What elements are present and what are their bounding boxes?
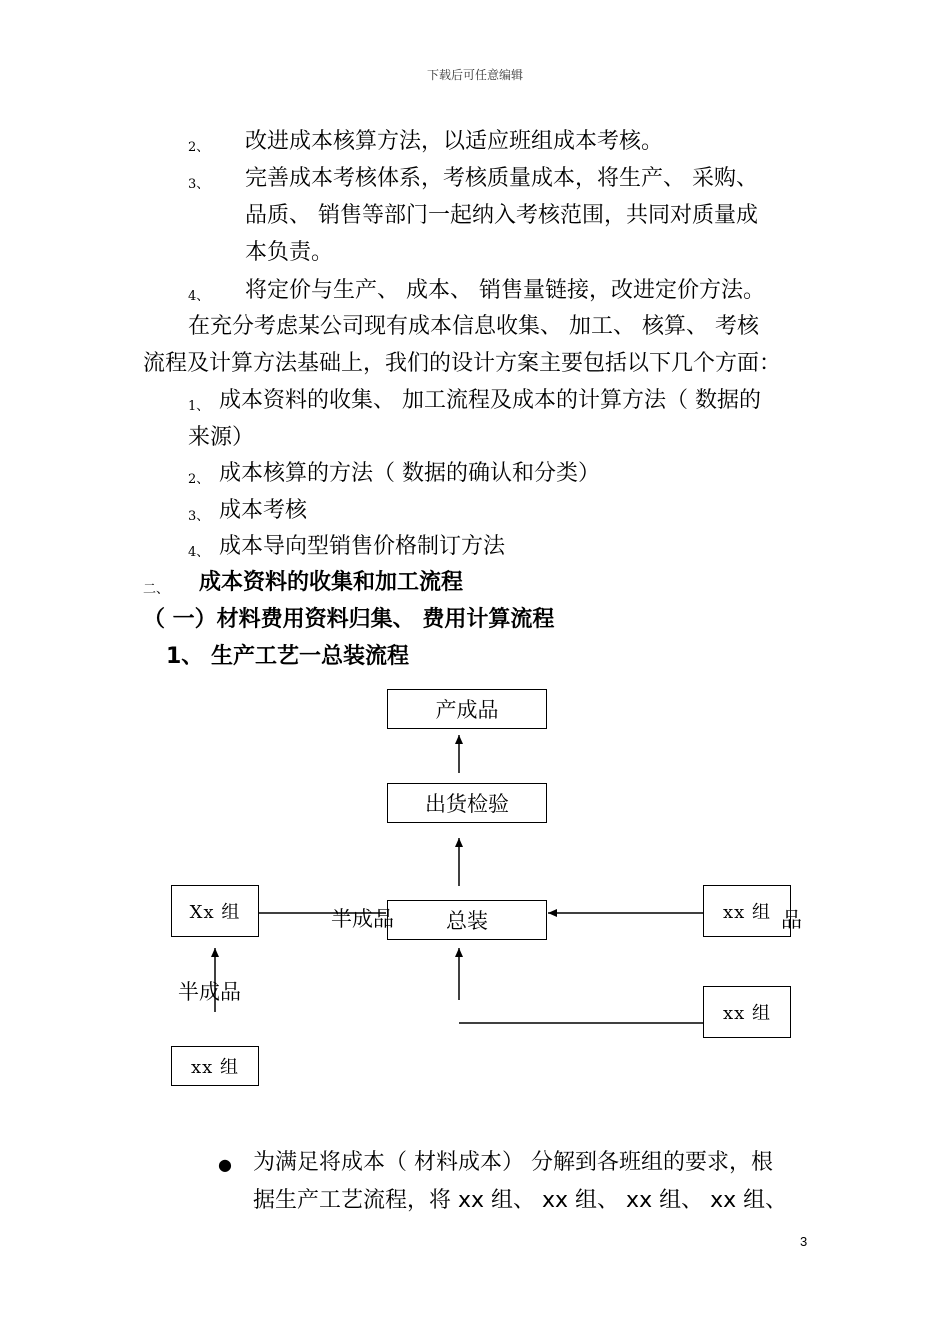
- item-2-number: 2、: [188, 140, 210, 155]
- plan-1-line-1: 成本资料的收集、 加工流程及成本的计算方法（ 数据的: [219, 388, 761, 413]
- box-final-assembly: 总装: [387, 900, 547, 940]
- box-group-d: xx 组: [703, 986, 791, 1038]
- box-finished-product: 产成品: [387, 689, 547, 729]
- label-semi-finished-left: 半成品: [178, 980, 241, 1004]
- section-2-title: 成本资料的收集和加工流程: [199, 570, 464, 595]
- subsubsection-title: 1、 生产工艺一总装流程: [166, 644, 409, 669]
- box-shipment-inspection: 出货检验: [387, 783, 547, 823]
- bullet-icon: ●: [218, 1155, 232, 1174]
- item-4-number: 4、: [188, 289, 210, 304]
- label-semi-finished-right-fragment: 品: [781, 908, 802, 932]
- box-group-a: Xx 组: [171, 885, 259, 937]
- section-2-number: 二、: [143, 582, 170, 597]
- intro-line-2: 流程及计算方法基础上，我们的设计方案主要包括以下几个方面：: [143, 351, 782, 376]
- item-3-line-2: 品质、 销售等部门一起纳入考核范围，共同对质量成: [245, 203, 758, 228]
- plan-4-text: 成本导向型销售价格制订方法: [219, 534, 506, 559]
- plan-2-text: 成本核算的方法（ 数据的确认和分类）: [219, 461, 600, 486]
- plan-4-number: 4、: [188, 545, 210, 560]
- item-3-line-1: 完善成本考核体系，考核质量成本，将生产、 采购、: [245, 166, 758, 191]
- intro-line-1: 在充分考虑某公司现有成本信息收集、 加工、 核算、 考核: [188, 314, 759, 339]
- label-semi-finished-middle: 半成品: [331, 907, 394, 931]
- plan-1-line-2: 来源）: [188, 425, 255, 450]
- subsection-title: （ 一）材料费用资料归集、 费用计算流程: [143, 607, 555, 632]
- plan-2-number: 2、: [188, 472, 210, 487]
- item-3-number: 3、: [188, 177, 210, 192]
- plan-3-text: 成本考核: [219, 498, 308, 523]
- bullet-line-2: 据生产工艺流程，将 xx 组、 xx 组、 xx 组、 xx 组、: [253, 1188, 788, 1213]
- item-3-line-3: 本负责。: [245, 240, 334, 265]
- plan-3-number: 3、: [188, 509, 210, 524]
- box-group-b: xx 组: [703, 885, 791, 937]
- page-number: 3: [800, 1234, 808, 1249]
- item-4-text: 将定价与生产、 成本、 销售量链接，改进定价方法。: [245, 278, 765, 303]
- bullet-line-1: 为满足将成本（ 材料成本） 分解到各班组的要求，根: [253, 1150, 773, 1175]
- box-group-c: xx 组: [171, 1046, 259, 1086]
- page-header: 下载后可任意编辑: [426, 68, 523, 82]
- item-2-text: 改进成本核算方法，以适应班组成本考核。: [245, 129, 664, 154]
- plan-1-number: 1、: [188, 399, 210, 414]
